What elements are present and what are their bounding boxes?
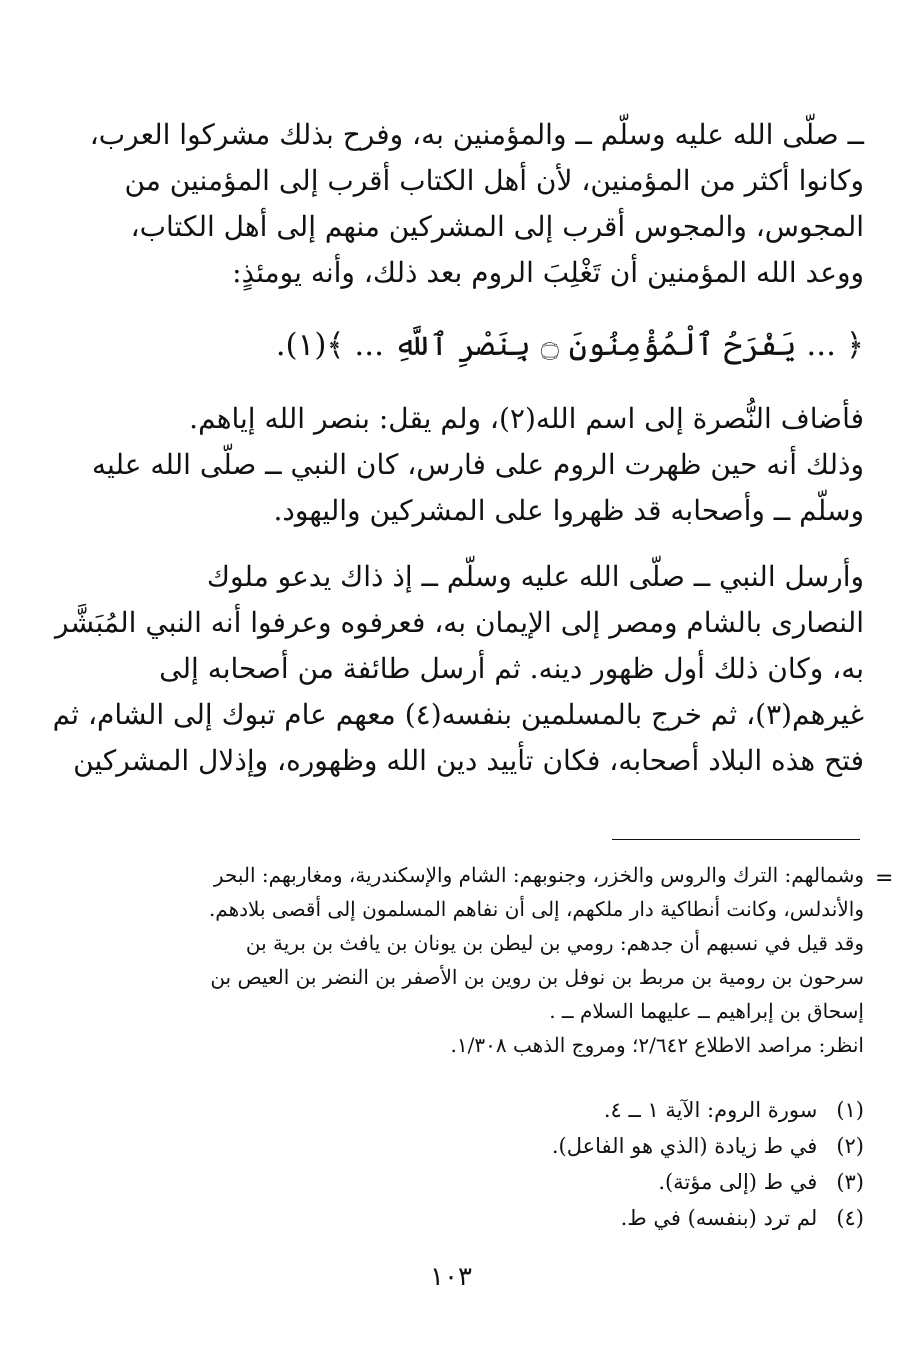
text-line: غيرهم(٣)، ثم خرج بالمسلمين بنفسه(٤) معهم عام تبوك إلى الشام، ثم bbox=[52, 698, 864, 731]
note-line: والأندلس، وكانت أنطاكية دار ملكهم، إلى أن نفاهم المسلمون إلى أقصى بلادهم. bbox=[208, 897, 864, 921]
footnote-number: (٢) bbox=[836, 1134, 864, 1158]
note-line: وقد قيل في نسبهم أن جدهم: رومي بن ليطن بن يونان بن يافث بن برية بن bbox=[245, 931, 864, 955]
footnote-number: (١) bbox=[836, 1098, 864, 1122]
note-line: إسحاق بن إبراهيم ــ عليهما السلام ــ . bbox=[549, 999, 864, 1023]
footnote-continuation bbox=[162, 858, 864, 1062]
text-line: وذلك أنه حين ظهرت الروم على فارس، كان النبي ــ صلّى الله عليه bbox=[92, 448, 864, 481]
footnote-4 bbox=[162, 1200, 864, 1236]
paragraph-3 bbox=[52, 554, 864, 784]
footnote-separator bbox=[612, 839, 860, 840]
text-line: فتح هذه البلاد أصحابه، فكان تأييد دين الله وظهوره، وإذلال المشركين bbox=[73, 744, 864, 777]
footnote-text: سورة الروم: الآية ١ ــ ٤. bbox=[603, 1098, 818, 1122]
continuation-mark: = bbox=[875, 866, 894, 891]
paragraph-gap bbox=[162, 534, 864, 554]
footnote-2 bbox=[162, 1128, 864, 1164]
paragraph-1 bbox=[89, 112, 864, 296]
footnote-number: (٣) bbox=[836, 1170, 864, 1194]
note-line: وشمالهم: الترك والروس والخزر، وجنوبهم: الشام والإسكندرية، ومغاربهم: البحر bbox=[213, 863, 864, 887]
paragraph-2 bbox=[92, 396, 864, 534]
quran-verse: ﴿ ... يَفْرَحُ ٱلْمُؤْمِنُونَ ۝ بِنَصْرِ ٱللَّهِ ... ﴾(١). bbox=[275, 327, 864, 363]
footnote-text: في ط زيادة (الذي هو الفاعل). bbox=[551, 1134, 818, 1158]
text-line: وأرسل النبي ــ صلّى الله عليه وسلّم ــ إذ ذاك يدعو ملوك bbox=[206, 560, 864, 593]
footnote-list bbox=[162, 1092, 864, 1236]
main-text bbox=[52, 112, 864, 784]
text-line: المجوس، والمجوس أقرب إلى المشركين منهم إلى أهل الكتاب، bbox=[130, 210, 864, 243]
note-line: انظر: مراصد الاطلاع ٢/٦٤٢؛ ومروج الذهب ١/٣٠٨. bbox=[450, 1033, 864, 1057]
footnote-number: (٤) bbox=[836, 1206, 864, 1230]
text-line: ووعد الله المؤمنين أن تَغْلِبَ الروم بعد ذلك، وأنه يومئذٍ: bbox=[232, 256, 864, 289]
footnote-text: لم ترد (بنفسه) في ط. bbox=[620, 1206, 818, 1230]
text-line: فأضاف النُّصرة إلى اسم الله(٢)، ولم يقل: بنصر الله إياهم. bbox=[189, 402, 864, 435]
text-line: النصارى بالشام ومصر إلى الإيمان به، فعرفوه وعرفوا أنه النبي المُبَشَّر bbox=[55, 606, 864, 639]
footnote-1 bbox=[162, 1092, 864, 1128]
text-line: ــ صلّى الله عليه وسلّم ــ والمؤمنين به، وفرح بذلك مشركوا العرب، bbox=[89, 118, 864, 151]
footnote-text: في ط (إلى مؤتة). bbox=[658, 1170, 818, 1194]
text-line: وسلّم ــ وأصحابه قد ظهروا على المشركين واليهود. bbox=[273, 494, 864, 527]
text-line: به، وكان ذلك أول ظهور دينه. ثم أرسل طائفة من أصحابه إلى bbox=[159, 652, 864, 685]
note-line: سرحون بن رومية بن مربط بن نوفل بن روين بن الأصفر بن النضر بن العيص بن bbox=[210, 965, 864, 989]
text-line: وكانوا أكثر من المؤمنين، لأن أهل الكتاب أقرب إلى المؤمنين من bbox=[124, 164, 864, 197]
footnote-3 bbox=[162, 1164, 864, 1200]
page-number: ١٠٣ bbox=[430, 1262, 472, 1292]
